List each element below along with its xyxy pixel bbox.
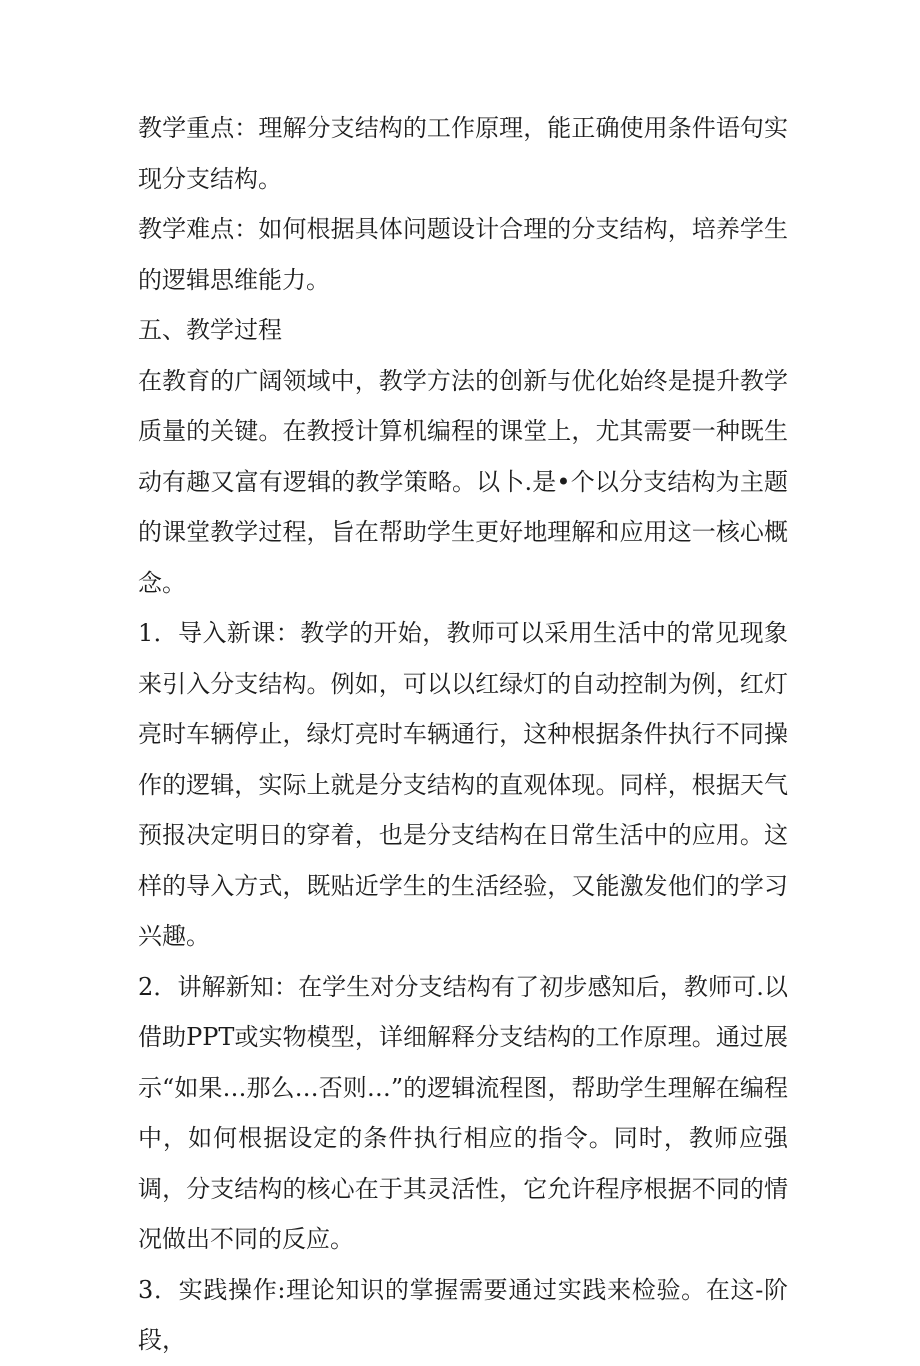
paragraph-intro: 在教育的广阔领域中，教学方法的创新与优化始终是提升教学质量的关键。在教授计算机编程的课堂上，尤其需要一种既生动有趣又富有逻辑的教学策略。以卜.是•个以分支结构为主题的课堂教学过程，旨在帮助学生更好地理解和应用这一核心概念。: [138, 366, 788, 597]
paragraph-step-2: 2．讲解新知：在学生对分支结构有了初步感知后，教师可.以借助PPT或实物模型，详细解释分支结构的工作原理。通过展示“如果…那么…否则…”的逻辑流程图，帮助学生理解在编程中，如何根据设定的条件执行相应的指令。同时，教师应强调，分支结构的核心在于其灵活性，它允许程序根据不同的情况做出不同的反应。: [138, 972, 788, 1253]
paragraph-teaching-focus: 教学重点：理解分支结构的工作原理，能正确使用条件语句实现分支结构。: [138, 114, 788, 193]
paragraph-step-3: 3．实践操作:理论知识的掌握需要通过实践来检验。在这-阶段，: [138, 1275, 788, 1354]
section-heading-teaching-process: 五、教学过程: [138, 316, 282, 344]
paragraph-step-1: 1．导入新课：教学的开始，教师可以采用生活中的常见现象来引入分支结构。例如，可以以红绿灯的自动控制为例，红灯亮时车辆停止，绿灯亮时车辆通行，这种根据条件执行不同操作的逻辑，实际上就是分支结构的直观体现。同样，根据天气预报决定明日的穿着，也是分支结构在日常生活中的应用。这样的导入方式，既贴近学生的生活经验，又能激发他们的学习兴趣。: [138, 619, 788, 950]
document-body: [138, 103, 788, 1366]
paragraph-teaching-difficulty: 教学难点：如何根据具体问题设计合理的分支结构，培养学生的逻辑思维能力。: [138, 215, 788, 294]
